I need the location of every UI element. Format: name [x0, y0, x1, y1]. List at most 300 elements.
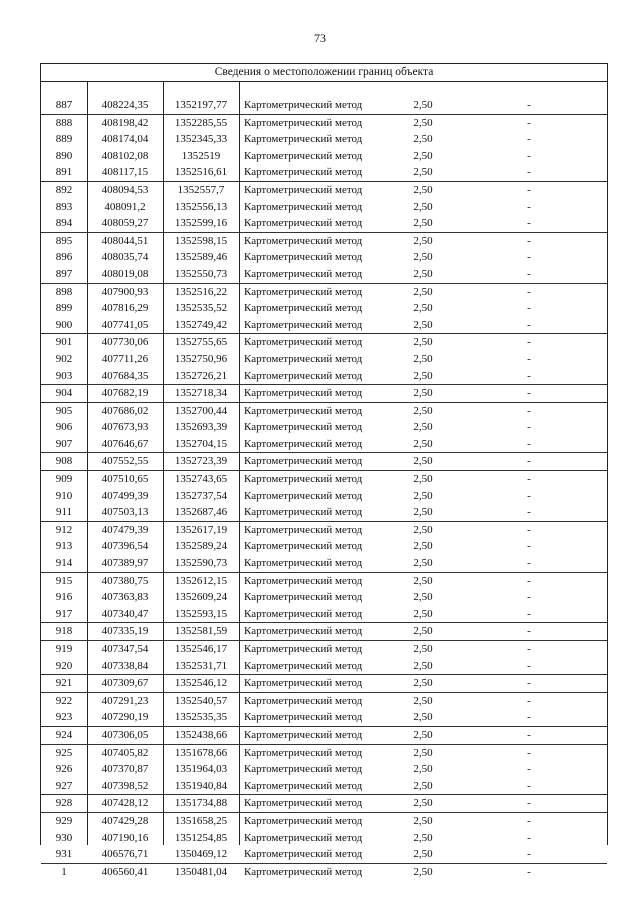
empty-value-dash: -: [527, 217, 531, 230]
coordinate-x: 408224,35: [101, 99, 149, 111]
empty-value-dash: -: [527, 455, 531, 468]
empty-value-dash: -: [527, 318, 531, 331]
point-number: 924: [55, 728, 73, 741]
empty-value-dash: -: [527, 659, 531, 672]
accuracy-value: 2,50: [413, 318, 433, 331]
coordinate-y: 1352750,96: [174, 352, 228, 365]
point-number: 899: [55, 302, 73, 315]
determination-method: Картометрический метод: [244, 183, 363, 196]
empty-value-dash: -: [527, 352, 531, 365]
determination-method: Картометрический метод: [244, 523, 363, 536]
coordinate-y: 1350481,04: [174, 865, 228, 878]
coordinate-y: 1352609,24: [174, 591, 228, 604]
accuracy-value: 2,50: [413, 574, 433, 587]
empty-value-dash: -: [527, 643, 531, 655]
determination-method: Картометрический метод: [244, 848, 363, 861]
table-row: [41, 521, 607, 539]
determination-method: Картометрический метод: [244, 302, 363, 315]
determination-method: Картометрический метод: [244, 779, 363, 792]
coordinate-x: 407428,12: [101, 797, 149, 810]
accuracy-value: 2,50: [413, 437, 433, 450]
coordinate-y: 1352531,71: [174, 659, 228, 672]
coordinate-x: 407730,06: [101, 336, 149, 349]
empty-value-dash: -: [527, 523, 531, 536]
table-row: [41, 333, 607, 351]
accuracy-value: 2,50: [413, 336, 433, 349]
coordinate-y: 1352197,77: [174, 99, 228, 111]
point-number: 917: [55, 607, 73, 620]
table-row: [41, 658, 607, 675]
coordinate-y: 1351678,66: [174, 746, 228, 759]
determination-method: Картометрический метод: [244, 149, 363, 162]
coordinate-x: 406576,71: [101, 848, 149, 861]
coordinate-x: 407291,23: [101, 694, 149, 707]
determination-method: Картометрический метод: [244, 489, 363, 502]
empty-value-dash: -: [527, 267, 531, 280]
point-number: 921: [55, 677, 73, 690]
point-number: 902: [55, 352, 73, 365]
determination-method: Картометрический метод: [244, 455, 363, 468]
empty-value-dash: -: [527, 336, 531, 349]
table-row: [41, 692, 607, 710]
accuracy-value: 2,50: [413, 455, 433, 468]
empty-value-dash: -: [527, 574, 531, 587]
coordinate-y: 1352593,15: [174, 607, 228, 620]
table-row: [41, 572, 607, 590]
accuracy-value: 2,50: [413, 166, 433, 179]
accuracy-value: 2,50: [413, 387, 433, 400]
determination-method: Картометрический метод: [244, 116, 363, 129]
accuracy-value: 2,50: [413, 267, 433, 280]
point-number: 894: [55, 217, 73, 230]
accuracy-value: 2,50: [413, 133, 433, 146]
coordinate-x: 407741,05: [101, 318, 149, 331]
empty-value-dash: -: [527, 814, 531, 827]
coordinate-y: 1352540,57: [174, 694, 228, 707]
accuracy-value: 2,50: [413, 694, 433, 707]
table-row: [41, 589, 607, 606]
accuracy-value: 2,50: [413, 728, 433, 741]
table-row: [41, 744, 607, 762]
empty-value-dash: -: [527, 387, 531, 400]
empty-value-dash: -: [527, 369, 531, 382]
coordinate-y: 1351254,85: [174, 831, 228, 844]
accuracy-value: 2,50: [413, 183, 433, 196]
determination-method: Картометрический метод: [244, 643, 363, 655]
empty-value-dash: -: [527, 591, 531, 604]
accuracy-value: 2,50: [413, 779, 433, 792]
point-number: 918: [55, 625, 73, 638]
empty-value-dash: -: [527, 183, 531, 196]
point-number: 929: [55, 814, 73, 827]
determination-method: Картометрический метод: [244, 99, 363, 111]
table-row: [41, 232, 607, 250]
accuracy-value: 2,50: [413, 625, 433, 638]
coordinate-y: 1352550,73: [174, 267, 228, 280]
point-number: 923: [55, 711, 73, 724]
coordinate-y: 1352726,21: [174, 369, 228, 382]
empty-value-dash: -: [527, 711, 531, 724]
coordinate-y: 1351964,03: [174, 763, 228, 776]
point-number: 904: [55, 387, 73, 400]
determination-method: Картометрический метод: [244, 865, 363, 878]
coordinate-y: 1352617,19: [174, 523, 228, 536]
accuracy-value: 2,50: [413, 217, 433, 230]
coordinate-y: 1352590,73: [174, 557, 228, 570]
empty-value-dash: -: [527, 557, 531, 570]
coordinate-x: 407290,19: [101, 711, 149, 724]
table-row: [41, 215, 607, 232]
table-row: [41, 830, 607, 847]
coordinate-x: 407190,16: [101, 831, 149, 844]
table-row: [41, 709, 607, 726]
coordinate-y: 1350469,12: [174, 848, 228, 861]
accuracy-value: 2,50: [413, 369, 433, 382]
table-row: [41, 266, 607, 283]
point-number: 916: [55, 591, 73, 604]
table-row: [41, 812, 607, 830]
empty-value-dash: -: [527, 489, 531, 502]
accuracy-value: 2,50: [413, 607, 433, 620]
empty-value-dash: -: [527, 133, 531, 146]
coordinate-x: 407335,19: [101, 625, 149, 638]
coordinate-y: 1352546,17: [174, 643, 228, 655]
empty-value-dash: -: [527, 797, 531, 810]
accuracy-value: 2,50: [413, 677, 433, 690]
point-number: 927: [55, 779, 73, 792]
coordinate-y: 1352599,16: [174, 217, 228, 230]
coordinate-x: 407405,82: [101, 746, 149, 759]
coordinate-x: 408059,27: [101, 217, 149, 230]
page-number: 73: [314, 31, 326, 45]
table-row: [41, 436, 607, 453]
coordinate-x: 407711,26: [101, 352, 149, 365]
coordinate-x: 407396,54: [101, 540, 149, 553]
coordinate-y: 1352612,15: [174, 574, 228, 587]
accuracy-value: 2,50: [413, 473, 433, 486]
coordinate-y: 1352285,55: [174, 116, 228, 129]
coordinate-y: 1352693,39: [174, 421, 228, 434]
coordinate-y: 1352743,65: [174, 473, 228, 486]
point-number: 920: [55, 659, 73, 672]
coordinate-y: 1352581,59: [174, 625, 228, 638]
table-row: [41, 181, 607, 199]
table-row: [41, 384, 607, 402]
determination-method: Картометрический метод: [244, 574, 363, 587]
coordinate-x: 407673,93: [101, 421, 149, 434]
determination-method: Картометрический метод: [244, 711, 363, 724]
empty-value-dash: -: [527, 694, 531, 707]
empty-value-dash: -: [527, 865, 531, 878]
accuracy-value: 2,50: [413, 116, 433, 129]
point-number: 907: [55, 437, 73, 450]
determination-method: Картометрический метод: [244, 318, 363, 331]
point-number: 891: [55, 166, 73, 179]
determination-method: Картометрический метод: [244, 557, 363, 570]
accuracy-value: 2,50: [413, 421, 433, 434]
coordinate-y: 1352718,34: [174, 387, 228, 400]
coordinate-y: 1352737,54: [174, 489, 228, 502]
accuracy-value: 2,50: [413, 234, 433, 247]
table-row: [41, 283, 607, 301]
coordinate-y: 1352687,46: [174, 506, 228, 519]
accuracy-value: 2,50: [413, 848, 433, 861]
point-number: 926: [55, 763, 73, 776]
table-body: [41, 97, 607, 880]
coordinate-x: 408091,2: [104, 200, 146, 213]
point-number: 888: [55, 116, 73, 129]
determination-method: Картометрический метод: [244, 352, 363, 365]
point-number: 898: [55, 285, 73, 298]
point-number: 896: [55, 251, 73, 264]
table-row: [41, 622, 607, 640]
table-row: [41, 300, 607, 317]
point-number: 925: [55, 746, 73, 759]
determination-method: Картометрический метод: [244, 285, 363, 298]
coordinate-x: 407347,54: [101, 643, 149, 655]
table-row: [41, 131, 607, 148]
coordinate-x: 407684,35: [101, 369, 149, 382]
point-number: 910: [55, 489, 73, 502]
coordinate-x: 407686,02: [101, 404, 149, 417]
coordinate-y: 1352755,65: [174, 336, 228, 349]
coordinate-y: 1352589,46: [174, 251, 228, 264]
coordinate-y: 1352723,39: [174, 455, 228, 468]
coordinate-x: 407816,29: [101, 302, 149, 315]
empty-value-dash: -: [527, 149, 531, 162]
coordinate-x: 407479,39: [101, 523, 149, 536]
accuracy-value: 2,50: [413, 489, 433, 502]
determination-method: Картометрический метод: [244, 234, 363, 247]
table-row: [41, 761, 607, 778]
coordinate-y: 1352700,44: [174, 404, 228, 417]
accuracy-value: 2,50: [413, 557, 433, 570]
coordinate-x: 408019,08: [101, 267, 149, 280]
coordinate-x: 407429,28: [101, 814, 149, 827]
table-row: [41, 470, 607, 488]
determination-method: Картометрический метод: [244, 797, 363, 810]
empty-value-dash: -: [527, 779, 531, 792]
coordinate-y: 1352438,66: [174, 728, 228, 741]
empty-value-dash: -: [527, 251, 531, 264]
table-row: [41, 863, 607, 881]
table-row: [41, 778, 607, 795]
table-row: [41, 368, 607, 385]
coordinate-y: 1352519: [181, 149, 221, 162]
coordinate-y: 1352546,12: [174, 677, 228, 690]
coordinate-y: 1352516,61: [174, 166, 228, 179]
coordinate-x: 407503,13: [101, 506, 149, 519]
empty-value-dash: -: [527, 200, 531, 213]
accuracy-value: 2,50: [413, 149, 433, 162]
table-row: [41, 351, 607, 368]
determination-method: Картометрический метод: [244, 251, 363, 264]
empty-value-dash: -: [527, 302, 531, 315]
coordinate-x: 407370,87: [101, 763, 149, 776]
coordinate-x: 407389,97: [101, 557, 149, 570]
coordinate-x: 407682,19: [101, 387, 149, 400]
table-row: [41, 97, 607, 114]
point-number: 895: [55, 234, 73, 247]
empty-value-dash: -: [527, 404, 531, 417]
table-row: [41, 846, 607, 863]
empty-value-dash: -: [527, 607, 531, 620]
determination-method: Картометрический метод: [244, 336, 363, 349]
point-number: 915: [55, 574, 73, 587]
empty-value-dash: -: [527, 677, 531, 690]
point-number: 930: [55, 831, 73, 844]
point-number: 897: [55, 267, 73, 280]
point-number: 1: [61, 865, 67, 878]
empty-value-dash: -: [527, 625, 531, 638]
point-number: 911: [55, 506, 73, 519]
table-row: [41, 317, 607, 334]
accuracy-value: 2,50: [413, 591, 433, 604]
point-number: 893: [55, 200, 73, 213]
coordinate-x: 407338,84: [101, 659, 149, 672]
determination-method: Картометрический метод: [244, 421, 363, 434]
determination-method: Картометрический метод: [244, 763, 363, 776]
table-row: [41, 164, 607, 181]
empty-value-dash: -: [527, 848, 531, 861]
coordinate-x: 408094,53: [101, 183, 149, 196]
table-row: [41, 114, 607, 132]
accuracy-value: 2,50: [413, 302, 433, 315]
determination-method: Картометрический метод: [244, 267, 363, 280]
coordinate-x: 407363,83: [101, 591, 149, 604]
accuracy-value: 2,50: [413, 763, 433, 776]
point-number: 928: [55, 797, 73, 810]
determination-method: Картометрический метод: [244, 591, 363, 604]
coordinate-x: 407306,05: [101, 728, 149, 741]
point-number: 890: [55, 149, 73, 162]
coordinate-x: 407510,65: [101, 473, 149, 486]
coordinate-y: 1352557,7: [177, 183, 225, 196]
determination-method: Картометрический метод: [244, 473, 363, 486]
point-number: 909: [55, 473, 73, 486]
point-number: 892: [55, 183, 73, 196]
point-number: 912: [55, 523, 73, 536]
determination-method: Картометрический метод: [244, 166, 363, 179]
accuracy-value: 2,50: [413, 523, 433, 536]
determination-method: Картометрический метод: [244, 437, 363, 450]
empty-value-dash: -: [527, 746, 531, 759]
point-number: 922: [55, 694, 73, 707]
accuracy-value: 2,50: [413, 814, 433, 827]
empty-value-dash: -: [527, 234, 531, 247]
table-row: [41, 249, 607, 266]
coordinate-y: 1351658,25: [174, 814, 228, 827]
coordinate-y: 1352535,52: [174, 302, 228, 315]
determination-method: Картометрический метод: [244, 746, 363, 759]
coordinate-y: 1352598,15: [174, 234, 228, 247]
coordinate-x: 406560,41: [101, 865, 149, 878]
empty-value-dash: -: [527, 506, 531, 519]
coordinate-y: 1352345,33: [174, 133, 228, 146]
coordinate-x: 408035,74: [101, 251, 149, 264]
accuracy-value: 2,50: [413, 643, 433, 655]
table-row: [41, 640, 607, 658]
accuracy-value: 2,50: [413, 352, 433, 365]
determination-method: Картометрический метод: [244, 814, 363, 827]
determination-method: Картометрический метод: [244, 625, 363, 638]
table-row: [41, 452, 607, 470]
coordinate-x: 408174,04: [101, 133, 149, 146]
coordinate-x: 408044,51: [101, 234, 149, 247]
determination-method: Картометрический метод: [244, 404, 363, 417]
table-row: [41, 674, 607, 692]
table-row: [41, 419, 607, 436]
table-row: [41, 555, 607, 572]
accuracy-value: 2,50: [413, 285, 433, 298]
accuracy-value: 2,50: [413, 99, 433, 111]
coordinate-x: 407380,75: [101, 574, 149, 587]
point-number: 887: [55, 99, 73, 111]
coordinate-x: 407552,55: [101, 455, 149, 468]
empty-value-dash: -: [527, 166, 531, 179]
determination-method: Картометрический метод: [244, 728, 363, 741]
coordinate-x: 408117,15: [101, 166, 149, 179]
coordinate-y: 1351734,88: [174, 797, 228, 810]
empty-value-dash: -: [527, 116, 531, 129]
determination-method: Картометрический метод: [244, 659, 363, 672]
empty-value-dash: -: [527, 437, 531, 450]
empty-value-dash: -: [527, 540, 531, 553]
point-number: 931: [55, 848, 73, 861]
point-number: 900: [55, 318, 73, 331]
point-number: 889: [55, 133, 73, 146]
coordinate-x: 407499,39: [101, 489, 149, 502]
point-number: 901: [55, 336, 73, 349]
determination-method: Картометрический метод: [244, 607, 363, 620]
table-row: [41, 504, 607, 521]
empty-value-dash: -: [527, 831, 531, 844]
empty-value-dash: -: [527, 421, 531, 434]
empty-value-dash: -: [527, 285, 531, 298]
accuracy-value: 2,50: [413, 797, 433, 810]
point-number: 913: [55, 540, 73, 553]
determination-method: Картометрический метод: [244, 694, 363, 707]
table-title: Сведения о местоположении границ объекта: [41, 64, 607, 82]
coordinate-x: 407340,47: [101, 607, 149, 620]
coordinate-y: 1352535,35: [174, 711, 228, 724]
accuracy-value: 2,50: [413, 711, 433, 724]
determination-method: Картометрический метод: [244, 387, 363, 400]
accuracy-value: 2,50: [413, 200, 433, 213]
determination-method: Картометрический метод: [244, 831, 363, 844]
table-row: [41, 606, 607, 623]
point-number: 906: [55, 421, 73, 434]
empty-value-dash: -: [527, 763, 531, 776]
point-number: 919: [55, 643, 73, 655]
coordinate-y: 1352589,24: [174, 540, 228, 553]
determination-method: Картометрический метод: [244, 677, 363, 690]
empty-value-dash: -: [527, 99, 531, 111]
table-row: [41, 794, 607, 812]
accuracy-value: 2,50: [413, 831, 433, 844]
accuracy-value: 2,50: [413, 746, 433, 759]
empty-value-dash: -: [527, 473, 531, 486]
accuracy-value: 2,50: [413, 540, 433, 553]
coordinate-x: 407398,52: [101, 779, 149, 792]
determination-method: Картометрический метод: [244, 540, 363, 553]
coordinate-y: 1352704,15: [174, 437, 228, 450]
table-row: [41, 402, 607, 420]
coordinate-y: 1352516,22: [174, 285, 228, 298]
accuracy-value: 2,50: [413, 865, 433, 878]
point-number: 908: [55, 455, 73, 468]
coordinate-x: 407646,67: [101, 437, 149, 450]
